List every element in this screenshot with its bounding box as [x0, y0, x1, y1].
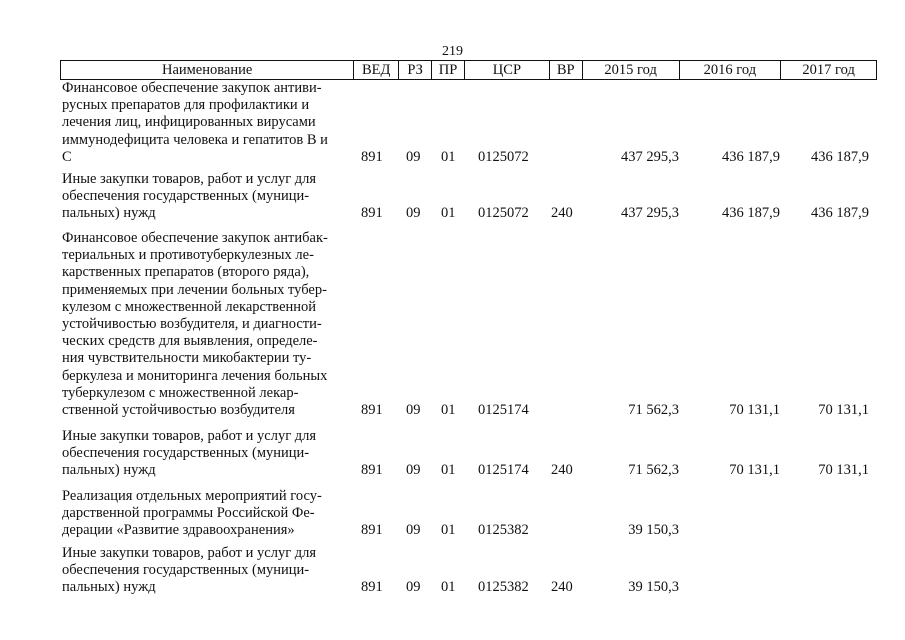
- row-name: [62, 545, 352, 597]
- cell-y2017: 70 131,1: [818, 462, 869, 479]
- row-name-line: пальных) нужд: [62, 579, 156, 596]
- row-name-line: кулезом с множественной лекарственной: [62, 298, 317, 315]
- cell-y2015: 437 295,3: [621, 205, 679, 222]
- cell-y2015: 71 562,3: [628, 462, 679, 479]
- cell-pr: 01: [441, 402, 456, 418]
- row-name-line: карственных препаратов (второго ряда),: [62, 264, 310, 281]
- cell-ved: 891: [361, 402, 383, 418]
- row-name-line: обеспечения государственных (муници-: [62, 562, 310, 579]
- cell-ved: 891: [361, 205, 383, 222]
- cell-csr: 0125072: [478, 148, 529, 165]
- row-name-line: обеспечения государственных (муници-: [62, 445, 310, 462]
- column-header-2016: 2016 год: [680, 61, 782, 79]
- row-name-line: лечения лиц, инфицированных вирусами: [62, 114, 316, 131]
- cell-pr: 01: [441, 579, 456, 596]
- cell-csr: 0125072: [478, 205, 529, 222]
- column-header-2015: 2015 год: [583, 61, 680, 79]
- row-name-line: ственной устойчивостью возбудителя: [62, 402, 295, 419]
- row-name-line: териальных и противотуберкулезных ле-: [62, 247, 314, 264]
- cell-y2016: 70 131,1: [729, 462, 780, 479]
- column-header-rz: РЗ: [399, 61, 432, 79]
- cell-y2017: 70 131,1: [818, 402, 869, 418]
- row-name-line: применяемых при лечении больных тубер-: [62, 281, 327, 298]
- row-name: [62, 80, 352, 166]
- cell-ved: 891: [361, 148, 383, 165]
- row-name-line: обеспечения государственных (муници-: [62, 188, 310, 205]
- column-header-name: Наименование: [61, 61, 354, 79]
- cell-csr: 0125382: [478, 579, 529, 596]
- cell-y2015: 39 150,3: [628, 522, 679, 539]
- cell-rz: 09: [406, 402, 421, 418]
- row-name-line: пальных) нужд: [62, 462, 156, 479]
- row-name: [62, 171, 352, 223]
- row-name-line: ческих средств для выявления, определе-: [62, 333, 318, 350]
- cell-ved: 891: [361, 579, 383, 596]
- cell-csr: 0125174: [478, 462, 529, 479]
- row-name: [62, 428, 352, 480]
- page-number: 219: [442, 44, 463, 59]
- row-name-line: Реализация отдельных мероприятий госу-: [62, 488, 322, 504]
- cell-y2015: 39 150,3: [628, 579, 679, 596]
- cell-y2017: 436 187,9: [811, 148, 869, 165]
- cell-y2015: 437 295,3: [621, 148, 679, 165]
- row-name: [62, 230, 352, 419]
- cell-pr: 01: [441, 522, 456, 539]
- row-name-line: Финансовое обеспечение закупок антиви-: [62, 80, 322, 96]
- row-name: [62, 488, 352, 540]
- cell-pr: 01: [441, 205, 456, 222]
- cell-y2016: 436 187,9: [722, 205, 780, 222]
- cell-pr: 01: [441, 148, 456, 165]
- row-name-line: дерации «Развитие здравоохранения»: [62, 522, 295, 539]
- row-name-line: беркулеза и мониторинга лечения больных: [62, 367, 328, 384]
- row-name-line: Иные закупки товаров, работ и услуг для: [62, 171, 317, 187]
- column-header-2017: 2017 год: [802, 61, 855, 78]
- row-name-line: Иные закупки товаров, работ и услуг для: [62, 428, 317, 444]
- table-header: [60, 60, 877, 80]
- cell-y2016: 436 187,9: [722, 148, 780, 165]
- cell-rz: 09: [406, 462, 421, 479]
- cell-rz: 09: [406, 148, 421, 165]
- row-name-line: С: [62, 148, 72, 165]
- row-name-line: иммунодефицита человека и гепатитов В и: [62, 131, 328, 148]
- cell-vr: 240: [551, 579, 573, 596]
- cell-ved: 891: [361, 462, 383, 479]
- row-name-line: ния чувствительности микобактерии ту-: [62, 350, 312, 367]
- cell-rz: 09: [406, 579, 421, 596]
- row-name-line: русных препаратов для профилактики и: [62, 97, 310, 114]
- cell-rz: 09: [406, 522, 421, 539]
- row-name-line: дарственной программы Российской Фе-: [62, 505, 315, 522]
- column-header-pr: ПР: [432, 61, 465, 79]
- column-header-vr: ВР: [550, 61, 583, 79]
- cell-csr: 0125174: [478, 402, 529, 418]
- cell-y2016: 70 131,1: [729, 402, 780, 418]
- cell-ved: 891: [361, 522, 383, 539]
- row-name-line: туберкулезом с множественной лекар-: [62, 384, 299, 401]
- cell-y2017: 436 187,9: [811, 205, 869, 222]
- row-name-line: пальных) нужд: [62, 205, 156, 222]
- row-name-line: Иные закупки товаров, работ и услуг для: [62, 545, 317, 561]
- cell-csr: 0125382: [478, 522, 529, 539]
- column-header-csr: ЦСР: [465, 61, 550, 79]
- cell-pr: 01: [441, 462, 456, 479]
- row-name-line: Финансовое обеспечение закупок антибак-: [62, 230, 328, 246]
- cell-vr: 240: [551, 205, 573, 222]
- cell-rz: 09: [406, 205, 421, 222]
- row-name-line: устойчивостью возбудителя, и диагности-: [62, 316, 322, 333]
- cell-vr: 240: [551, 462, 573, 479]
- column-header-ved: ВЕД: [354, 61, 399, 79]
- cell-y2015: 71 562,3: [628, 402, 679, 418]
